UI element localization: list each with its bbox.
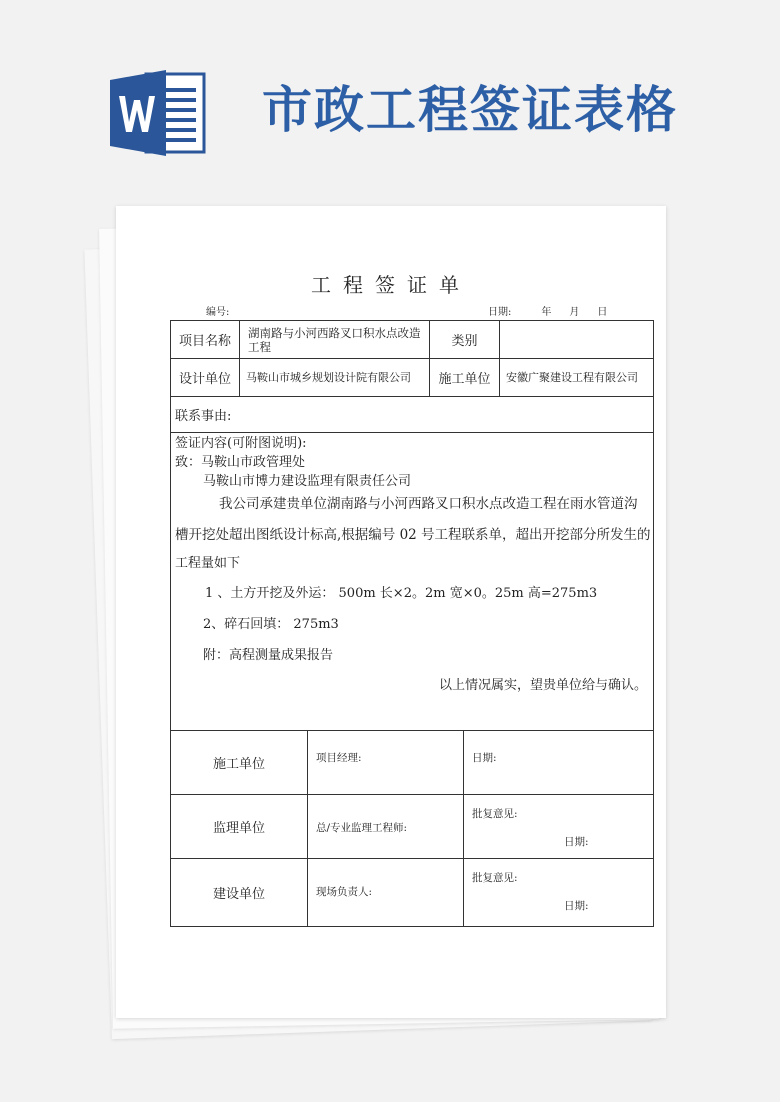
category-value — [499, 321, 653, 358]
signoff-role: 项目经理: — [316, 752, 362, 764]
item-2: 2、碎石回填： 275m3 — [203, 617, 339, 632]
project-name-label: 项目名称 — [178, 334, 231, 349]
signoff-unit: 施工单位 — [212, 757, 265, 772]
content-heading: 签证内容(可附图说明): — [175, 436, 307, 451]
project-row — [171, 321, 653, 359]
word-icon — [108, 68, 208, 158]
signoff-date: 日期: — [564, 836, 589, 848]
body-line-1: 我公司承建贵单位湖南路与小河西路叉口积水点改造工程在雨水管道沟 — [219, 496, 638, 512]
body-line-3: 工程量如下 — [175, 556, 241, 571]
signoff-opinion-cell — [463, 859, 653, 926]
signoff-role-cell — [307, 795, 463, 858]
signoff-opinion: 批复意见: — [472, 808, 518, 820]
signoff-role-cell — [307, 859, 463, 926]
attachment-line: 附：高程测量成果报告 — [203, 648, 334, 663]
recipient-line-2: 马鞍山市博力建设监理有限责任公司 — [203, 474, 412, 489]
construction-unit-label: 施工单位 — [429, 359, 499, 396]
signoff-row — [171, 795, 653, 859]
signoff-role-cell — [307, 731, 463, 794]
signoff-opinion: 批复意见: — [472, 872, 518, 884]
signoff-unit: 建设单位 — [212, 887, 265, 902]
document-title: 工程签证单 — [311, 273, 471, 297]
document-page — [116, 206, 666, 1018]
date-line — [488, 306, 607, 320]
item-1: 1 、土方开挖及外运： 500m 长×2。2m 宽×0。25m 高=275m3 — [205, 586, 598, 601]
design-unit-value: 马鞍山市城乡规划设计院有限公司 — [239, 359, 429, 396]
category-label: 类别 — [429, 321, 499, 358]
signoff-unit: 监理单位 — [212, 821, 265, 836]
number-label: 编号: — [206, 307, 230, 318]
units-row — [171, 359, 653, 397]
signoff-date: 日期: — [472, 752, 497, 764]
contact-row — [171, 397, 653, 433]
recipient-line-1: 致：马鞍山市政管理处 — [175, 455, 306, 470]
design-unit-label: 设计单位 — [178, 372, 231, 387]
signoff-opinion-cell — [463, 731, 653, 794]
date-day: 日 — [597, 307, 608, 318]
signoff-role: 总/专业监理工程师: — [316, 822, 408, 834]
project-name-value: 湖南路与小河西路叉口积水点改造工程 — [239, 321, 429, 358]
banner-title: 市政工程签证表格 — [262, 81, 678, 139]
signoff-row — [171, 859, 653, 926]
visa-form-table — [170, 320, 654, 927]
signoff-role: 现场负责人: — [316, 886, 373, 898]
date-year: 年 — [541, 307, 552, 318]
signoff-opinion-cell — [463, 795, 653, 858]
signoff-date: 日期: — [564, 900, 589, 912]
content-row — [171, 433, 653, 731]
date-month: 月 — [569, 307, 580, 318]
contact-label: 联系事由: — [175, 409, 232, 424]
construction-unit-value: 安徽广聚建设工程有限公司 — [499, 359, 653, 396]
signoff-row — [171, 731, 653, 795]
body-line-2: 槽开挖处超出图纸设计标高,根据编号 02 号工程联系单，超出开挖部分所发生的 — [175, 527, 651, 543]
closing-line: 以上情况属实，望贵单位给与确认。 — [438, 678, 647, 693]
date-label: 日期: — [488, 307, 512, 318]
